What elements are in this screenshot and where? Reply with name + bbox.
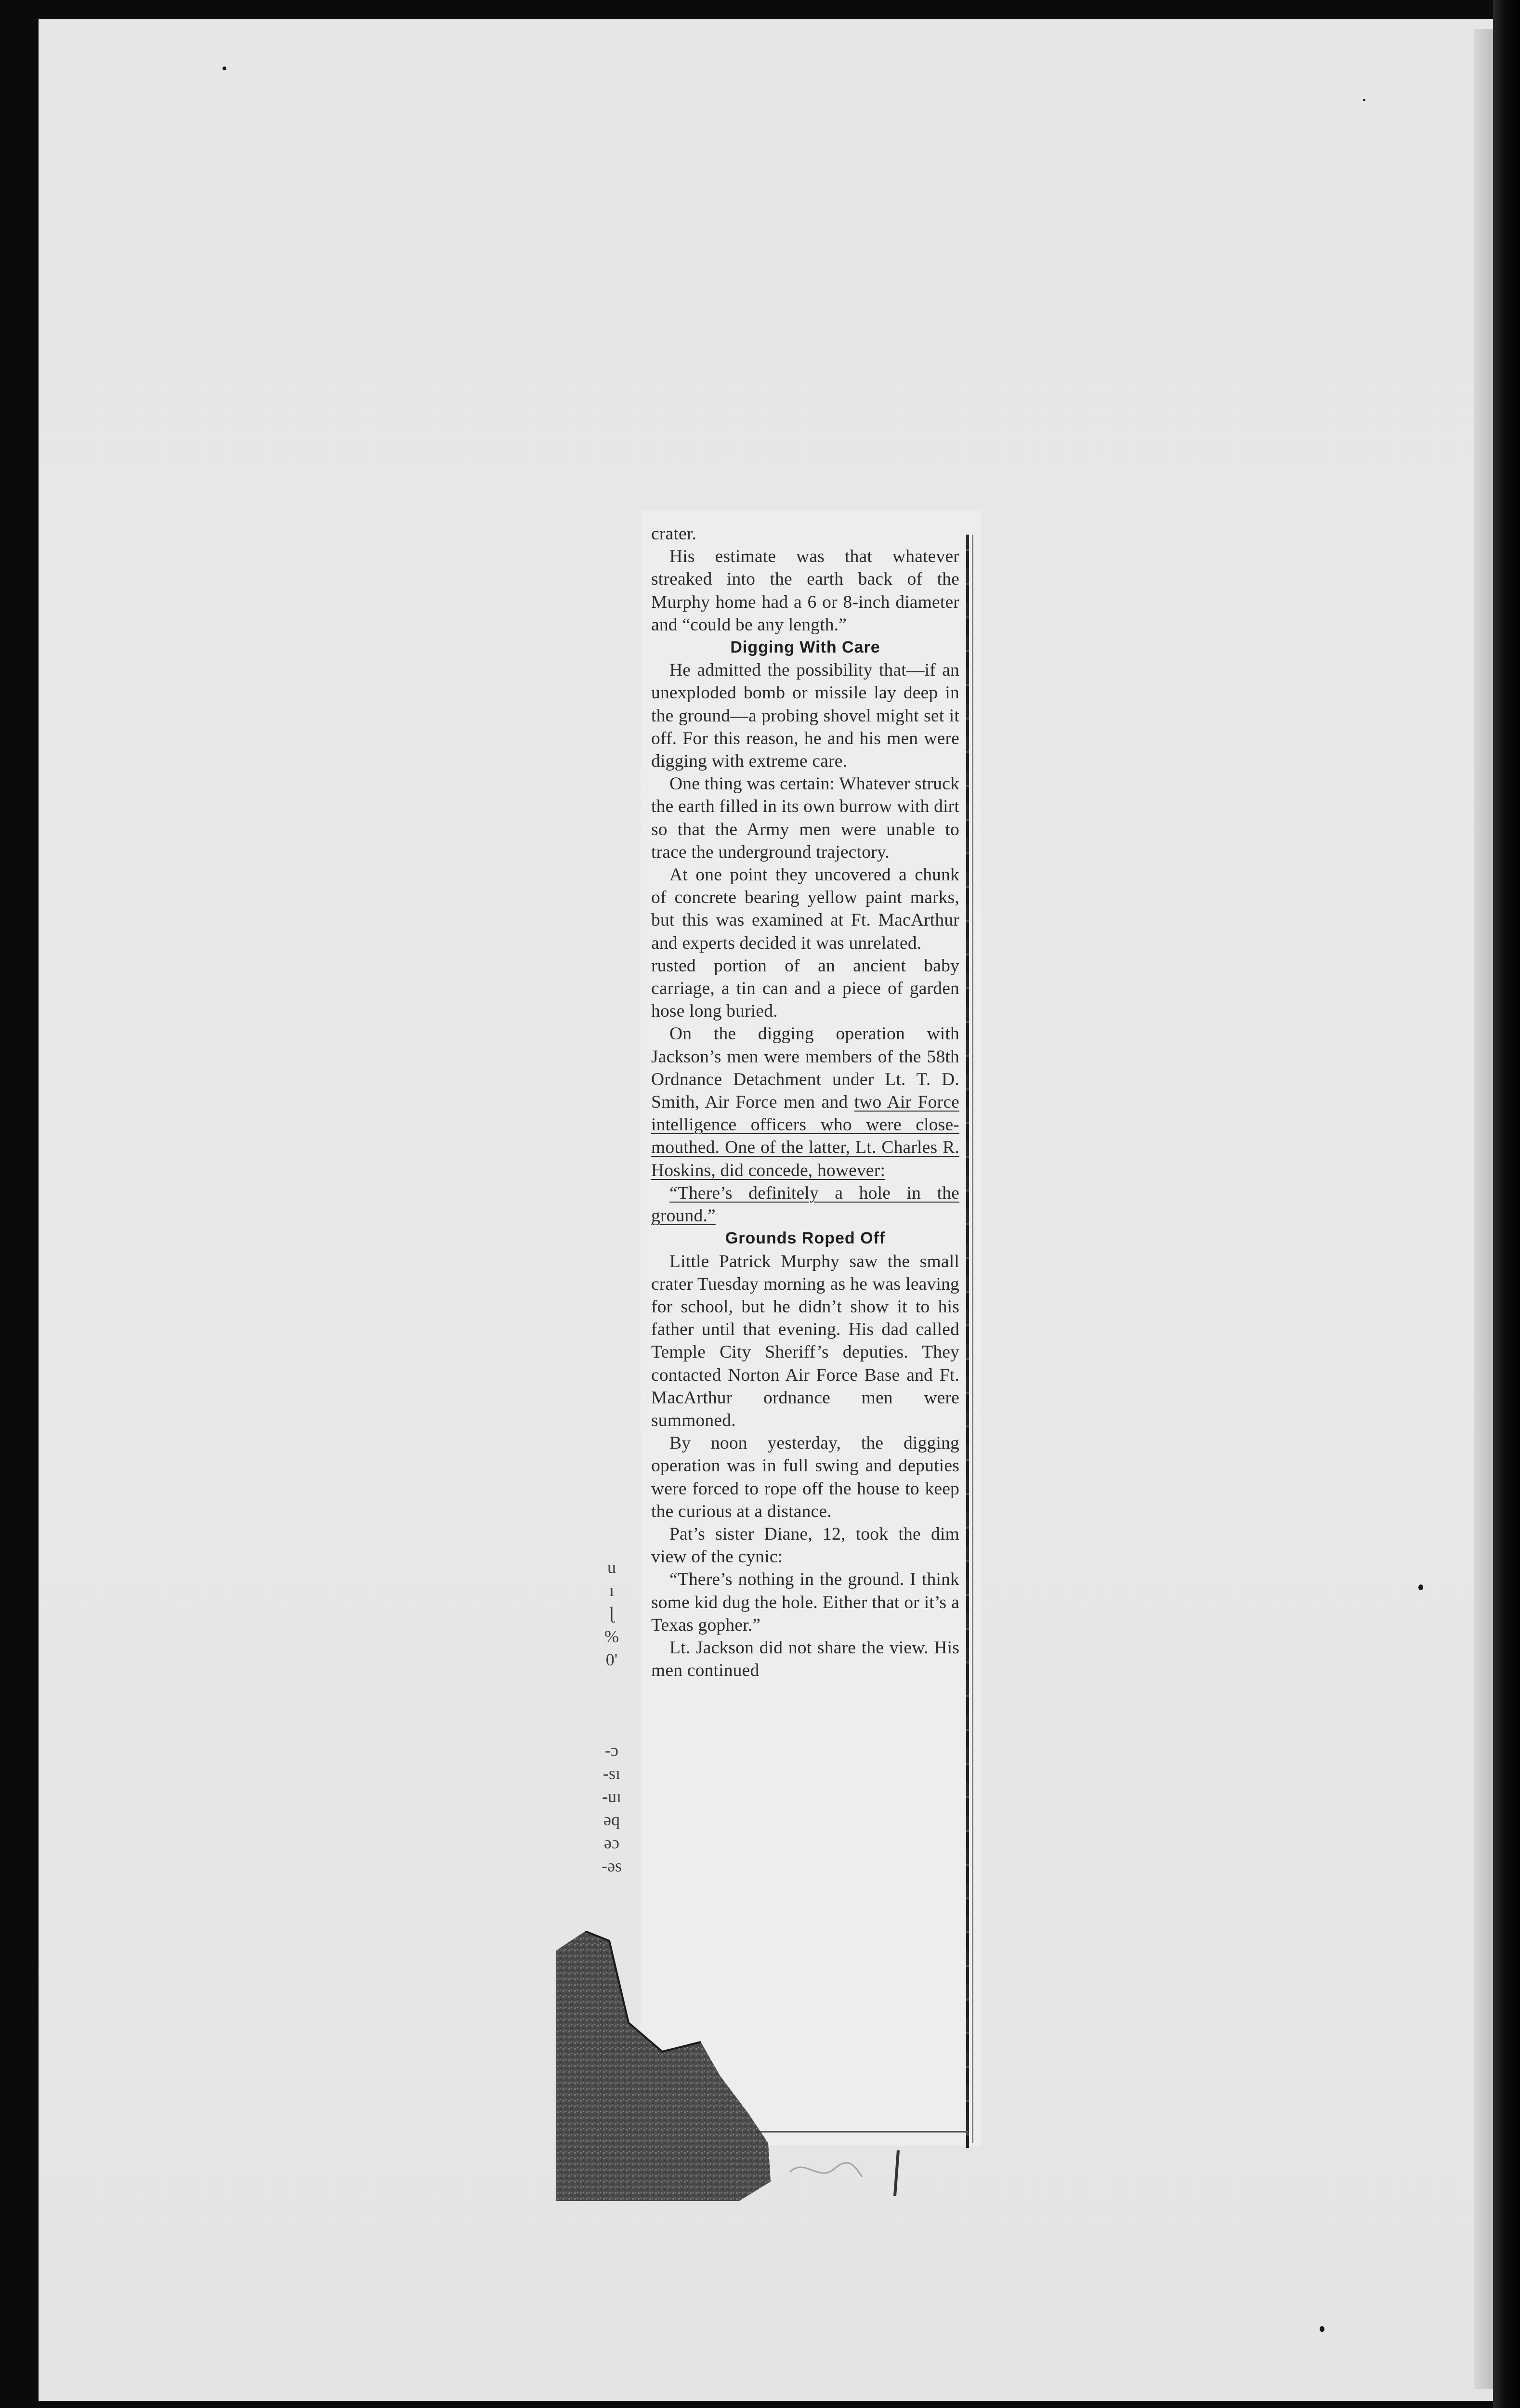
speck bbox=[223, 66, 226, 70]
paragraph: His estimate was that whatever streaked into the earth back of the Murphy home had a 6 or 8-inch diameter and “could be any length.” bbox=[651, 547, 959, 635]
paragraph: “There’s nothing in the ground. I think some kid dug the hole. Either that or it’s a Texas gopher.” bbox=[651, 1570, 959, 1635]
fragment-line: -ɔ bbox=[605, 1741, 618, 1760]
fragment-line: ɭ bbox=[609, 1604, 614, 1623]
film-border-right bbox=[1493, 0, 1520, 2408]
subheading: Digging With Care bbox=[730, 638, 880, 657]
underlined-text: two Air Force intelligence officers who were close-mouthed. One of the latter, Lt. Charles R. Hoskins, did concede, however: bbox=[651, 1092, 960, 1180]
fragment-line: əɔ bbox=[604, 1833, 619, 1852]
paragraph: At one point they uncovered a chunk of concrete bearing yellow paint marks, but this was examined at Ft. MacArthur and experts decided it was unrelated. bbox=[651, 865, 959, 953]
subheading: Grounds Roped Off bbox=[725, 1229, 886, 1248]
bottom-rule bbox=[756, 2131, 968, 2133]
torn-clipping-corner bbox=[556, 1931, 773, 2201]
fragment-line: -sı bbox=[603, 1764, 620, 1783]
speck bbox=[1363, 99, 1365, 101]
paragraph: rusted portion of an ancient baby carriage, a tin can and a piece of garden hose long buried. bbox=[651, 955, 959, 1021]
fragment-line: ı bbox=[609, 1581, 614, 1600]
fragment-line: % bbox=[604, 1627, 619, 1646]
adjacent-column-fragment bbox=[595, 1556, 629, 1877]
film-strip-edge bbox=[1474, 29, 1493, 2389]
column-rule-inner bbox=[972, 535, 973, 2143]
fragment-line: əq bbox=[603, 1810, 620, 1829]
speck bbox=[1418, 1584, 1423, 1590]
paragraph: Lt. Jackson did not share the view. His men continued bbox=[651, 1637, 959, 1681]
fragment-line: u bbox=[607, 1557, 616, 1577]
paragraph: Pat’s sister Diane, 12, took the dim view of the cynic: bbox=[651, 1524, 959, 1567]
fragment-line: -əs bbox=[602, 1856, 622, 1875]
paragraph: One thing was certain: Whatever struck the earth filled in its own burrow with dirt so that the Army men were unable to trace the underground trajectory. bbox=[651, 774, 959, 862]
handwritten-mark bbox=[780, 2143, 925, 2201]
article-column bbox=[651, 523, 959, 1682]
paragraph-text: On the digging operation with Jackson’s men were members of the 58th Ordnance Detachment under Lt. T. D. Smith, Air Force men and bbox=[651, 1024, 959, 1112]
paragraph: crater. bbox=[651, 524, 697, 544]
paragraph: By noon yesterday, the digging operation was in full swing and deputies were forced to rope off the house to keep the curious at a distance. bbox=[651, 1433, 959, 1521]
fragment-line: 0' bbox=[605, 1650, 618, 1669]
column-rule bbox=[966, 535, 969, 2148]
quote-paragraph: “There’s definitely a hole in the ground.” bbox=[651, 1183, 959, 1226]
paragraph bbox=[651, 1022, 959, 1181]
fragment-line: -uı bbox=[602, 1787, 621, 1806]
speck bbox=[1320, 2326, 1324, 2332]
paragraph: He admitted the possibility that—if an unexploded bomb or missile lay deep in the ground—a probing shovel might set it off. For this reason, he and his men were digging with extreme care. bbox=[651, 660, 959, 772]
paragraph: Little Patrick Murphy saw the small crater Tuesday morning as he was leaving for school, but he didn’t show it to his father until that evening. His dad called Temple City Sheriff’s deputies. They contacted Norton Air Force Base and Ft. MacArthur ordnance men were summoned. bbox=[651, 1251, 959, 1430]
